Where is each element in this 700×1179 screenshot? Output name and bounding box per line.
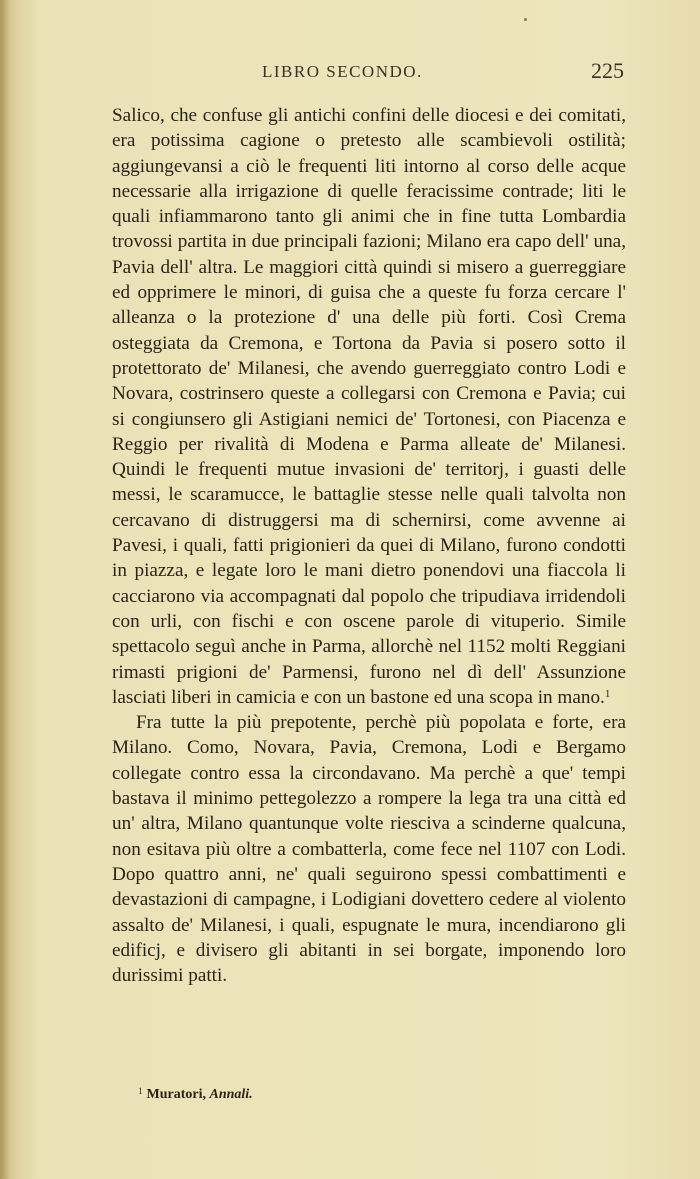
running-title: LIBRO SECONDO. — [262, 62, 423, 81]
footnote-reference[interactable]: 1 — [604, 687, 611, 700]
footnote-source: Annali. — [209, 1087, 253, 1102]
footnote — [138, 1086, 253, 1103]
running-head — [112, 58, 624, 92]
paper-speck — [524, 18, 527, 21]
gutter-shadow — [0, 0, 10, 1179]
body-text — [112, 103, 626, 988]
page-number: 225 — [591, 58, 624, 83]
footnote-author: Muratori, — [146, 1087, 206, 1102]
paragraph-1 — [112, 103, 626, 710]
paragraph-2: Fra tutte la più prepotente, perchè più popolata e forte, era Milano. Como, Novara, Pavia, Cremona, Lodi e Bergamo collegate contro essa la circondavano. Ma perchè a que' tempi bastava il minimo pettegolezzo a rompere la lega tra una città ed un' altra, Milano quantunque volte riesciva a scinderne qualcuna, non esitava più oltre a combatterla, come fece nel 1107 con Lodi. Dopo quattro anni, ne' quali seguirono spessi combattimenti e devastazioni di campagne, i Lodigiani dovettero cedere al violento assalto de' Milanesi, i quali, espugnate le mura, incendiarono gli edificj, e divisero gli abitanti in sei borgate, imponendo loro durissimi patti. — [112, 712, 626, 987]
footnote-mark: 1 — [138, 1086, 143, 1096]
paragraph-1-text: Salico, che confuse gli antichi confini delle diocesi e dei comitati, era potissima cagione o pretesto alle scambievoli ostilità; aggiungevansi a ciò le frequenti liti intorno al corso delle acque necessarie alla irrigazione di quelle feracissime contrade; liti le quali infiammarono tanto gli animi che in fine tutta Lombardia trovossi partita in due principali fazioni; Milano era capo dell' una, Pavia dell' altra. Le maggiori città quindi si misero a guerreggiare ed opprimere le minori, di guisa che a queste fu forza cercare l' alleanza o la protezione d' una delle più forti. Così Crema osteggiata da Cremona, e Tortona da Pavia si posero sotto il protettorato de' Milanesi, che avendo guerreggiato contro Lodi e Novara, costrinsero queste a collegarsi con Cremona e Pavia; cui si congiunsero gli Astigiani nemici de' Tortonesi, con Piacenza e Reggio per rivalità di Modena e Parma alleate de' Milanesi. Quindi le frequenti mutue invasioni de' territorj, i guasti delle messi, le scaramucce, le battaglie stesse nelle quali talvolta non cercavano di distruggersi ma di schernirsi, come avvenne ai Pavesi, i quali, fatti prigionieri da quei di Milano, furono condotti in piazza, e legate loro le mani dietro ponendovi una fiaccola li cacciarono via accompagnati dal popolo che tripudiava irridendoli con urli, con fischi e con oscene parole di vituperio. Simile spettacolo seguì anche in Parma, allorchè nel 1152 molti Reggiani rimasti prigioni de' Parmensi, furono nel dì dell' Assunzione lasciati liberi in camicia e con un bastone ed una scopa in mano. — [112, 105, 626, 708]
